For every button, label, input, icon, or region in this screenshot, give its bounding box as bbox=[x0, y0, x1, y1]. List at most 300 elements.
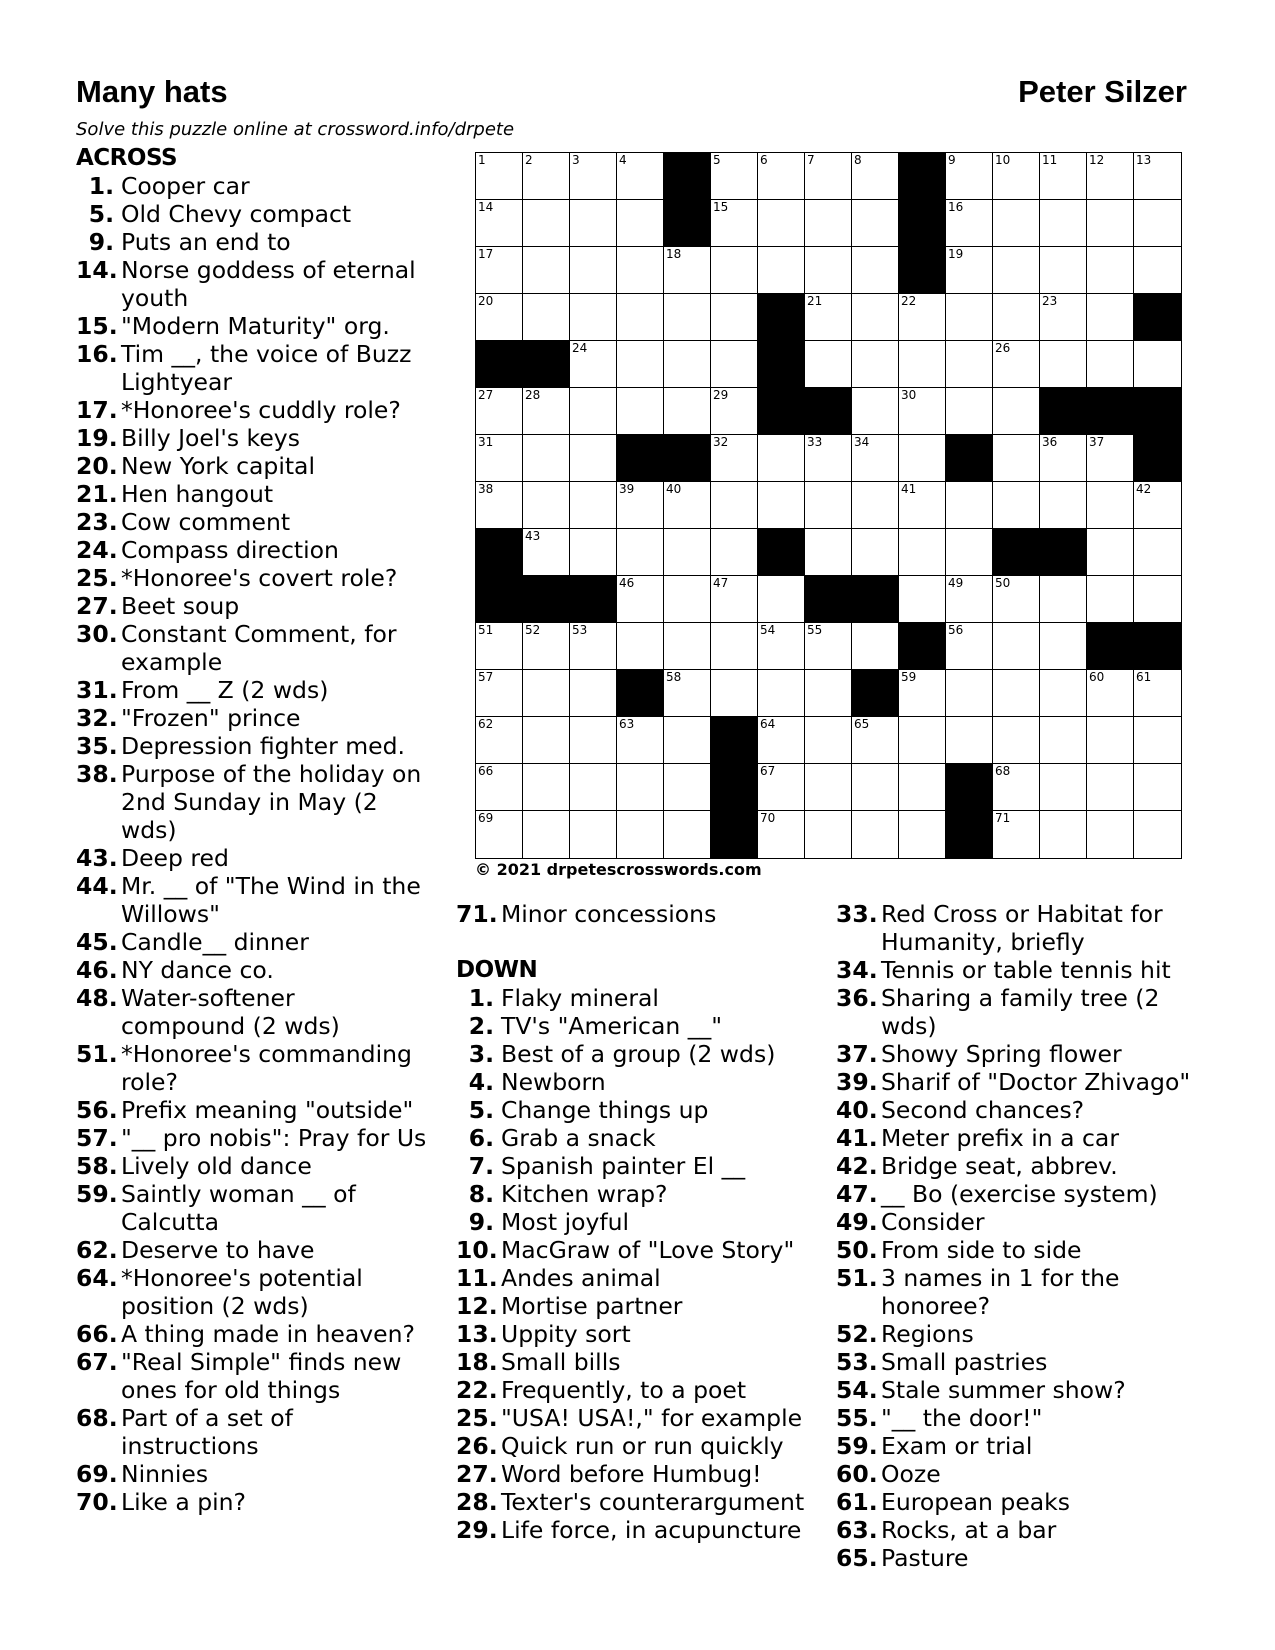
grid-cell-number: 4 bbox=[619, 153, 627, 167]
grid-cell[interactable] bbox=[617, 764, 664, 811]
grid-cell[interactable] bbox=[664, 529, 711, 576]
grid-cell[interactable] bbox=[570, 153, 617, 200]
grid-cell-number: 60 bbox=[1089, 670, 1105, 684]
grid-cell[interactable] bbox=[570, 764, 617, 811]
grid-cell[interactable] bbox=[523, 200, 570, 247]
grid-cell[interactable] bbox=[1134, 717, 1181, 764]
down-clue bbox=[456, 1376, 846, 1404]
grid-cell[interactable] bbox=[1087, 811, 1134, 858]
grid-cell-black bbox=[899, 200, 946, 247]
grid-cell[interactable] bbox=[946, 247, 993, 294]
grid-cell[interactable] bbox=[664, 247, 711, 294]
clue-number: 9. bbox=[468, 1208, 494, 1236]
grid-cell[interactable] bbox=[1134, 764, 1181, 811]
grid-cell[interactable] bbox=[711, 670, 758, 717]
grid-cell[interactable] bbox=[758, 247, 805, 294]
grid-cell[interactable] bbox=[711, 482, 758, 529]
grid-cell[interactable] bbox=[1134, 247, 1181, 294]
grid-cell[interactable] bbox=[1040, 341, 1087, 388]
clue-text-line: Spanish painter El __ bbox=[501, 1152, 746, 1180]
grid-cell[interactable] bbox=[570, 623, 617, 670]
clue-text-line: Prefix meaning "outside" bbox=[121, 1096, 414, 1124]
grid-cell[interactable] bbox=[523, 717, 570, 764]
grid-cell-number: 70 bbox=[760, 811, 776, 825]
across-clue bbox=[76, 424, 466, 452]
clue-text-line: "__ pro nobis": Pray for Us bbox=[121, 1124, 427, 1152]
grid-cell[interactable] bbox=[1087, 576, 1134, 623]
grid-cell-number: 34 bbox=[854, 435, 870, 449]
grid-cell[interactable] bbox=[617, 247, 664, 294]
grid-cell[interactable] bbox=[1040, 623, 1087, 670]
grid-cell[interactable] bbox=[805, 670, 852, 717]
across-clue bbox=[76, 256, 466, 312]
grid-cell[interactable] bbox=[1040, 764, 1087, 811]
grid-cell-black bbox=[1087, 388, 1134, 435]
grid-cell-number: 6 bbox=[760, 153, 768, 167]
clue-text-line: Sharing a family tree (2 bbox=[881, 984, 1160, 1012]
grid-cell[interactable] bbox=[617, 482, 664, 529]
clue-number: 46. bbox=[76, 956, 118, 984]
grid-cell[interactable] bbox=[1040, 200, 1087, 247]
grid-cell[interactable] bbox=[523, 670, 570, 717]
grid-cell[interactable] bbox=[1087, 247, 1134, 294]
grid-cell[interactable] bbox=[852, 717, 899, 764]
grid-cell[interactable] bbox=[617, 388, 664, 435]
down-clue bbox=[836, 1180, 1226, 1208]
grid-cell[interactable] bbox=[805, 811, 852, 858]
clue-number: 66. bbox=[76, 1320, 118, 1348]
grid-cell-number: 66 bbox=[478, 764, 494, 778]
grid-cell-black bbox=[1134, 623, 1181, 670]
grid-cell[interactable] bbox=[711, 153, 758, 200]
grid-cell[interactable] bbox=[570, 341, 617, 388]
across-clue bbox=[76, 620, 466, 676]
down-clue bbox=[836, 1096, 1226, 1124]
grid-cell[interactable] bbox=[852, 294, 899, 341]
down-clue bbox=[836, 1460, 1226, 1488]
grid-cell[interactable] bbox=[899, 294, 946, 341]
grid-cell[interactable] bbox=[852, 764, 899, 811]
clue-text-line: *Honoree's commanding bbox=[121, 1040, 412, 1068]
grid-cell[interactable] bbox=[805, 247, 852, 294]
grid-cell[interactable] bbox=[852, 247, 899, 294]
grid-cell[interactable] bbox=[523, 388, 570, 435]
grid-cell[interactable] bbox=[946, 529, 993, 576]
grid-cell[interactable] bbox=[570, 529, 617, 576]
clue-text-line: Part of a set of bbox=[121, 1404, 293, 1432]
grid-cell[interactable] bbox=[664, 482, 711, 529]
grid-cell[interactable] bbox=[617, 341, 664, 388]
down-clue bbox=[456, 1124, 846, 1152]
grid-cell[interactable] bbox=[805, 200, 852, 247]
grid-cell[interactable] bbox=[758, 623, 805, 670]
grid-cell[interactable] bbox=[805, 623, 852, 670]
grid-cell-number: 59 bbox=[901, 670, 917, 684]
clue-text-line: 3 names in 1 for the bbox=[881, 1264, 1120, 1292]
grid-cell[interactable] bbox=[617, 200, 664, 247]
grid-cell[interactable] bbox=[523, 482, 570, 529]
grid-cell[interactable] bbox=[664, 294, 711, 341]
grid-cell[interactable] bbox=[852, 623, 899, 670]
grid-cell[interactable] bbox=[476, 247, 523, 294]
grid-cell[interactable] bbox=[476, 294, 523, 341]
grid-cell[interactable] bbox=[852, 388, 899, 435]
grid-cell[interactable] bbox=[476, 811, 523, 858]
clue-text-line: Water-softener bbox=[121, 984, 295, 1012]
grid-cell[interactable] bbox=[1087, 717, 1134, 764]
grid-cell[interactable] bbox=[523, 811, 570, 858]
grid-cell[interactable] bbox=[993, 153, 1040, 200]
clue-number: 22. bbox=[456, 1376, 498, 1404]
grid-cell[interactable] bbox=[1040, 811, 1087, 858]
grid-cell-black bbox=[852, 576, 899, 623]
grid-cell[interactable] bbox=[1134, 341, 1181, 388]
clue-number: 44. bbox=[76, 872, 118, 900]
grid-cell[interactable] bbox=[1087, 200, 1134, 247]
grid-cell[interactable] bbox=[852, 153, 899, 200]
clue-text-line: position (2 wds) bbox=[121, 1292, 309, 1320]
grid-cell[interactable] bbox=[476, 200, 523, 247]
grid-cell[interactable] bbox=[1040, 717, 1087, 764]
clue-text-line: Lively old dance bbox=[121, 1152, 312, 1180]
grid-cell[interactable] bbox=[758, 576, 805, 623]
clue-text-line: role? bbox=[121, 1068, 178, 1096]
grid-cell[interactable] bbox=[570, 200, 617, 247]
grid-cell[interactable] bbox=[993, 247, 1040, 294]
grid-cell[interactable] bbox=[664, 576, 711, 623]
clue-number: 71. bbox=[456, 900, 498, 928]
grid-cell[interactable] bbox=[805, 153, 852, 200]
crossword-grid[interactable] bbox=[475, 152, 1182, 859]
grid-cell[interactable] bbox=[711, 247, 758, 294]
clue-number: 14. bbox=[76, 256, 118, 284]
grid-cell[interactable] bbox=[617, 294, 664, 341]
grid-cell[interactable] bbox=[993, 670, 1040, 717]
grid-cell[interactable] bbox=[993, 623, 1040, 670]
puzzle-author: Peter Silzer bbox=[1018, 74, 1187, 109]
grid-cell[interactable] bbox=[570, 670, 617, 717]
down-clue bbox=[456, 1236, 846, 1264]
grid-cell[interactable] bbox=[993, 811, 1040, 858]
clue-number: 19. bbox=[76, 424, 118, 452]
clue-number: 41. bbox=[836, 1124, 878, 1152]
grid-cell[interactable] bbox=[617, 153, 664, 200]
grid-cell[interactable] bbox=[946, 717, 993, 764]
clue-text-line: Cooper car bbox=[121, 172, 250, 200]
grid-cell-number: 16 bbox=[948, 200, 964, 214]
grid-cell[interactable] bbox=[1134, 200, 1181, 247]
grid-cell[interactable] bbox=[617, 529, 664, 576]
grid-cell[interactable] bbox=[852, 529, 899, 576]
grid-cell-number: 13 bbox=[1136, 153, 1152, 167]
clue-text-line: *Honoree's potential bbox=[121, 1264, 363, 1292]
grid-cell-black bbox=[1134, 388, 1181, 435]
grid-cell[interactable] bbox=[758, 670, 805, 717]
grid-cell-black bbox=[617, 435, 664, 482]
grid-cell[interactable] bbox=[899, 576, 946, 623]
grid-cell[interactable] bbox=[523, 294, 570, 341]
grid-cell[interactable] bbox=[711, 388, 758, 435]
grid-cell-number: 14 bbox=[478, 200, 494, 214]
grid-cell[interactable] bbox=[711, 341, 758, 388]
across-clue bbox=[456, 900, 846, 928]
grid-cell[interactable] bbox=[899, 811, 946, 858]
clue-text-line: Regions bbox=[881, 1320, 974, 1348]
clue-text-line: Small bills bbox=[501, 1348, 621, 1376]
grid-cell[interactable] bbox=[805, 717, 852, 764]
grid-cell-black bbox=[899, 247, 946, 294]
clue-text-line: Deserve to have bbox=[121, 1236, 315, 1264]
clue-text-line: Second chances? bbox=[881, 1096, 1085, 1124]
grid-cell[interactable] bbox=[570, 388, 617, 435]
clue-text-line: Newborn bbox=[501, 1068, 606, 1096]
grid-cell-number: 54 bbox=[760, 623, 776, 637]
grid-cell[interactable] bbox=[852, 435, 899, 482]
clue-text-line: *Honoree's cuddly role? bbox=[121, 396, 401, 424]
down-clue bbox=[836, 1516, 1226, 1544]
grid-cell-black bbox=[899, 153, 946, 200]
grid-cell[interactable] bbox=[523, 623, 570, 670]
grid-cell[interactable] bbox=[946, 388, 993, 435]
grid-cell[interactable] bbox=[617, 811, 664, 858]
clue-text-line: Best of a group (2 wds) bbox=[501, 1040, 776, 1068]
across-clue bbox=[76, 1180, 466, 1236]
grid-cell[interactable] bbox=[1134, 153, 1181, 200]
grid-cell[interactable] bbox=[946, 482, 993, 529]
grid-cell-number: 58 bbox=[666, 670, 682, 684]
grid-cell[interactable] bbox=[711, 294, 758, 341]
clue-text-line: instructions bbox=[121, 1432, 259, 1460]
grid-cell[interactable] bbox=[805, 294, 852, 341]
grid-cell[interactable] bbox=[1087, 529, 1134, 576]
grid-cell[interactable] bbox=[523, 153, 570, 200]
grid-cell[interactable] bbox=[570, 811, 617, 858]
grid-cell[interactable] bbox=[993, 764, 1040, 811]
grid-cell-number: 69 bbox=[478, 811, 494, 825]
grid-cell[interactable] bbox=[664, 388, 711, 435]
across-clue bbox=[76, 340, 466, 396]
grid-cell[interactable] bbox=[899, 388, 946, 435]
grid-cell[interactable] bbox=[805, 341, 852, 388]
clue-text-line: Willows" bbox=[121, 900, 220, 928]
grid-cell[interactable] bbox=[476, 764, 523, 811]
grid-cell[interactable] bbox=[711, 576, 758, 623]
grid-cell[interactable] bbox=[993, 388, 1040, 435]
grid-cell[interactable] bbox=[1087, 153, 1134, 200]
grid-cell-black bbox=[758, 294, 805, 341]
across-clue bbox=[76, 1404, 466, 1460]
clue-text-line: honoree? bbox=[881, 1292, 991, 1320]
grid-cell-number: 17 bbox=[478, 247, 494, 261]
grid-cell[interactable] bbox=[993, 482, 1040, 529]
grid-cell[interactable] bbox=[711, 435, 758, 482]
grid-cell[interactable] bbox=[617, 717, 664, 764]
grid-cell[interactable] bbox=[1040, 153, 1087, 200]
grid-cell[interactable] bbox=[476, 388, 523, 435]
grid-cell[interactable] bbox=[946, 670, 993, 717]
grid-cell[interactable] bbox=[758, 482, 805, 529]
grid-cell[interactable] bbox=[852, 200, 899, 247]
grid-cell[interactable] bbox=[993, 341, 1040, 388]
grid-cell[interactable] bbox=[993, 576, 1040, 623]
grid-cell[interactable] bbox=[476, 670, 523, 717]
clue-number: 51. bbox=[836, 1264, 878, 1292]
clue-number: 36. bbox=[836, 984, 878, 1012]
grid-cell[interactable] bbox=[1040, 576, 1087, 623]
grid-cell[interactable] bbox=[852, 482, 899, 529]
grid-cell[interactable] bbox=[758, 153, 805, 200]
grid-cell[interactable] bbox=[664, 717, 711, 764]
grid-cell[interactable] bbox=[570, 482, 617, 529]
grid-cell[interactable] bbox=[1040, 435, 1087, 482]
grid-cell[interactable] bbox=[711, 623, 758, 670]
grid-cell[interactable] bbox=[946, 294, 993, 341]
grid-cell[interactable] bbox=[946, 341, 993, 388]
grid-cell-black bbox=[476, 341, 523, 388]
clue-number: 15. bbox=[76, 312, 118, 340]
clue-text-line: Old Chevy compact bbox=[121, 200, 352, 228]
grid-cell[interactable] bbox=[899, 435, 946, 482]
grid-cell[interactable] bbox=[1134, 529, 1181, 576]
grid-cell[interactable] bbox=[1134, 811, 1181, 858]
across-clues-column bbox=[76, 144, 466, 1516]
grid-cell[interactable] bbox=[758, 435, 805, 482]
grid-cell[interactable] bbox=[570, 247, 617, 294]
grid-cell[interactable] bbox=[852, 811, 899, 858]
across-clue bbox=[76, 704, 466, 732]
grid-cell[interactable] bbox=[711, 200, 758, 247]
grid-cell[interactable] bbox=[946, 200, 993, 247]
grid-cell-number: 24 bbox=[572, 341, 588, 355]
grid-cell[interactable] bbox=[523, 435, 570, 482]
down-clue bbox=[836, 1432, 1226, 1460]
grid-cell[interactable] bbox=[852, 341, 899, 388]
grid-cell[interactable] bbox=[993, 200, 1040, 247]
grid-cell[interactable] bbox=[899, 764, 946, 811]
clue-text-line: MacGraw of "Love Story" bbox=[501, 1236, 795, 1264]
grid-cell-black bbox=[664, 200, 711, 247]
grid-cell[interactable] bbox=[664, 811, 711, 858]
across-clue bbox=[76, 1460, 466, 1488]
grid-cell[interactable] bbox=[899, 482, 946, 529]
clue-number: 67. bbox=[76, 1348, 118, 1376]
grid-cell[interactable] bbox=[1087, 764, 1134, 811]
grid-cell[interactable] bbox=[758, 811, 805, 858]
grid-cell[interactable] bbox=[993, 717, 1040, 764]
grid-cell[interactable] bbox=[476, 623, 523, 670]
puzzle-title: Many hats bbox=[76, 74, 228, 109]
grid-cell[interactable] bbox=[1134, 670, 1181, 717]
down-clue bbox=[836, 1208, 1226, 1236]
clue-number: 5. bbox=[88, 200, 114, 228]
grid-cell-number: 33 bbox=[807, 435, 823, 449]
grid-cell[interactable] bbox=[711, 529, 758, 576]
grid-cell[interactable] bbox=[1087, 435, 1134, 482]
clue-text-line: youth bbox=[121, 284, 189, 312]
clue-text-line: Ooze bbox=[881, 1460, 941, 1488]
down-header: DOWN bbox=[456, 957, 538, 983]
grid-cell[interactable] bbox=[758, 717, 805, 764]
clue-text-line: Red Cross or Habitat for bbox=[881, 900, 1163, 928]
clue-number: 60. bbox=[836, 1460, 878, 1488]
grid-cell[interactable] bbox=[805, 764, 852, 811]
grid-cell[interactable] bbox=[899, 341, 946, 388]
clue-text-line: "Modern Maturity" org. bbox=[121, 312, 390, 340]
grid-cell[interactable] bbox=[476, 153, 523, 200]
grid-cell[interactable] bbox=[1040, 670, 1087, 717]
across-clue bbox=[76, 1348, 466, 1404]
grid-cell-black bbox=[570, 576, 617, 623]
grid-cell[interactable] bbox=[1087, 341, 1134, 388]
grid-cell[interactable] bbox=[523, 247, 570, 294]
grid-cell[interactable] bbox=[993, 435, 1040, 482]
grid-cell-number: 8 bbox=[854, 153, 862, 167]
grid-cell[interactable] bbox=[664, 670, 711, 717]
clue-text-line: wds) bbox=[881, 1012, 937, 1040]
grid-cell[interactable] bbox=[570, 435, 617, 482]
grid-cell-black bbox=[476, 529, 523, 576]
grid-cell[interactable] bbox=[617, 576, 664, 623]
grid-cell[interactable] bbox=[664, 764, 711, 811]
grid-cell[interactable] bbox=[1040, 294, 1087, 341]
grid-cell[interactable] bbox=[805, 435, 852, 482]
grid-cell[interactable] bbox=[523, 529, 570, 576]
grid-cell-black bbox=[1040, 529, 1087, 576]
grid-cell-number: 38 bbox=[478, 482, 494, 496]
grid-cell[interactable] bbox=[476, 435, 523, 482]
clue-text-line: Candle__ dinner bbox=[121, 928, 309, 956]
grid-cell[interactable] bbox=[1087, 482, 1134, 529]
down-clue bbox=[456, 1040, 846, 1068]
grid-cell[interactable] bbox=[617, 623, 664, 670]
grid-cell-black bbox=[711, 717, 758, 764]
grid-cell[interactable] bbox=[805, 529, 852, 576]
grid-cell[interactable] bbox=[946, 623, 993, 670]
grid-cell[interactable] bbox=[1040, 247, 1087, 294]
grid-cell[interactable] bbox=[523, 764, 570, 811]
down-clue bbox=[836, 1376, 1226, 1404]
clue-number: 3. bbox=[468, 1040, 494, 1068]
grid-cell[interactable] bbox=[899, 717, 946, 764]
grid-cell[interactable] bbox=[570, 717, 617, 764]
grid-cell[interactable] bbox=[1087, 670, 1134, 717]
grid-cell[interactable] bbox=[476, 482, 523, 529]
grid-cell[interactable] bbox=[1134, 576, 1181, 623]
grid-cell[interactable] bbox=[664, 341, 711, 388]
grid-cell[interactable] bbox=[805, 482, 852, 529]
grid-cell[interactable] bbox=[758, 200, 805, 247]
grid-cell[interactable] bbox=[946, 153, 993, 200]
grid-cell[interactable] bbox=[1134, 482, 1181, 529]
grid-cell[interactable] bbox=[1040, 482, 1087, 529]
grid-cell-number: 61 bbox=[1136, 670, 1152, 684]
grid-cell[interactable] bbox=[476, 717, 523, 764]
grid-cell[interactable] bbox=[664, 623, 711, 670]
grid-cell[interactable] bbox=[993, 294, 1040, 341]
down-clue bbox=[456, 1152, 846, 1180]
grid-cell-black bbox=[758, 388, 805, 435]
grid-cell[interactable] bbox=[1087, 294, 1134, 341]
grid-cell-number: 15 bbox=[713, 200, 729, 214]
grid-cell[interactable] bbox=[946, 576, 993, 623]
grid-cell-black bbox=[993, 529, 1040, 576]
grid-cell[interactable] bbox=[899, 670, 946, 717]
down-clues-column-right bbox=[836, 900, 1226, 1572]
clue-number: 47. bbox=[836, 1180, 878, 1208]
grid-cell[interactable] bbox=[570, 294, 617, 341]
grid-cell[interactable] bbox=[899, 529, 946, 576]
grid-cell[interactable] bbox=[758, 764, 805, 811]
